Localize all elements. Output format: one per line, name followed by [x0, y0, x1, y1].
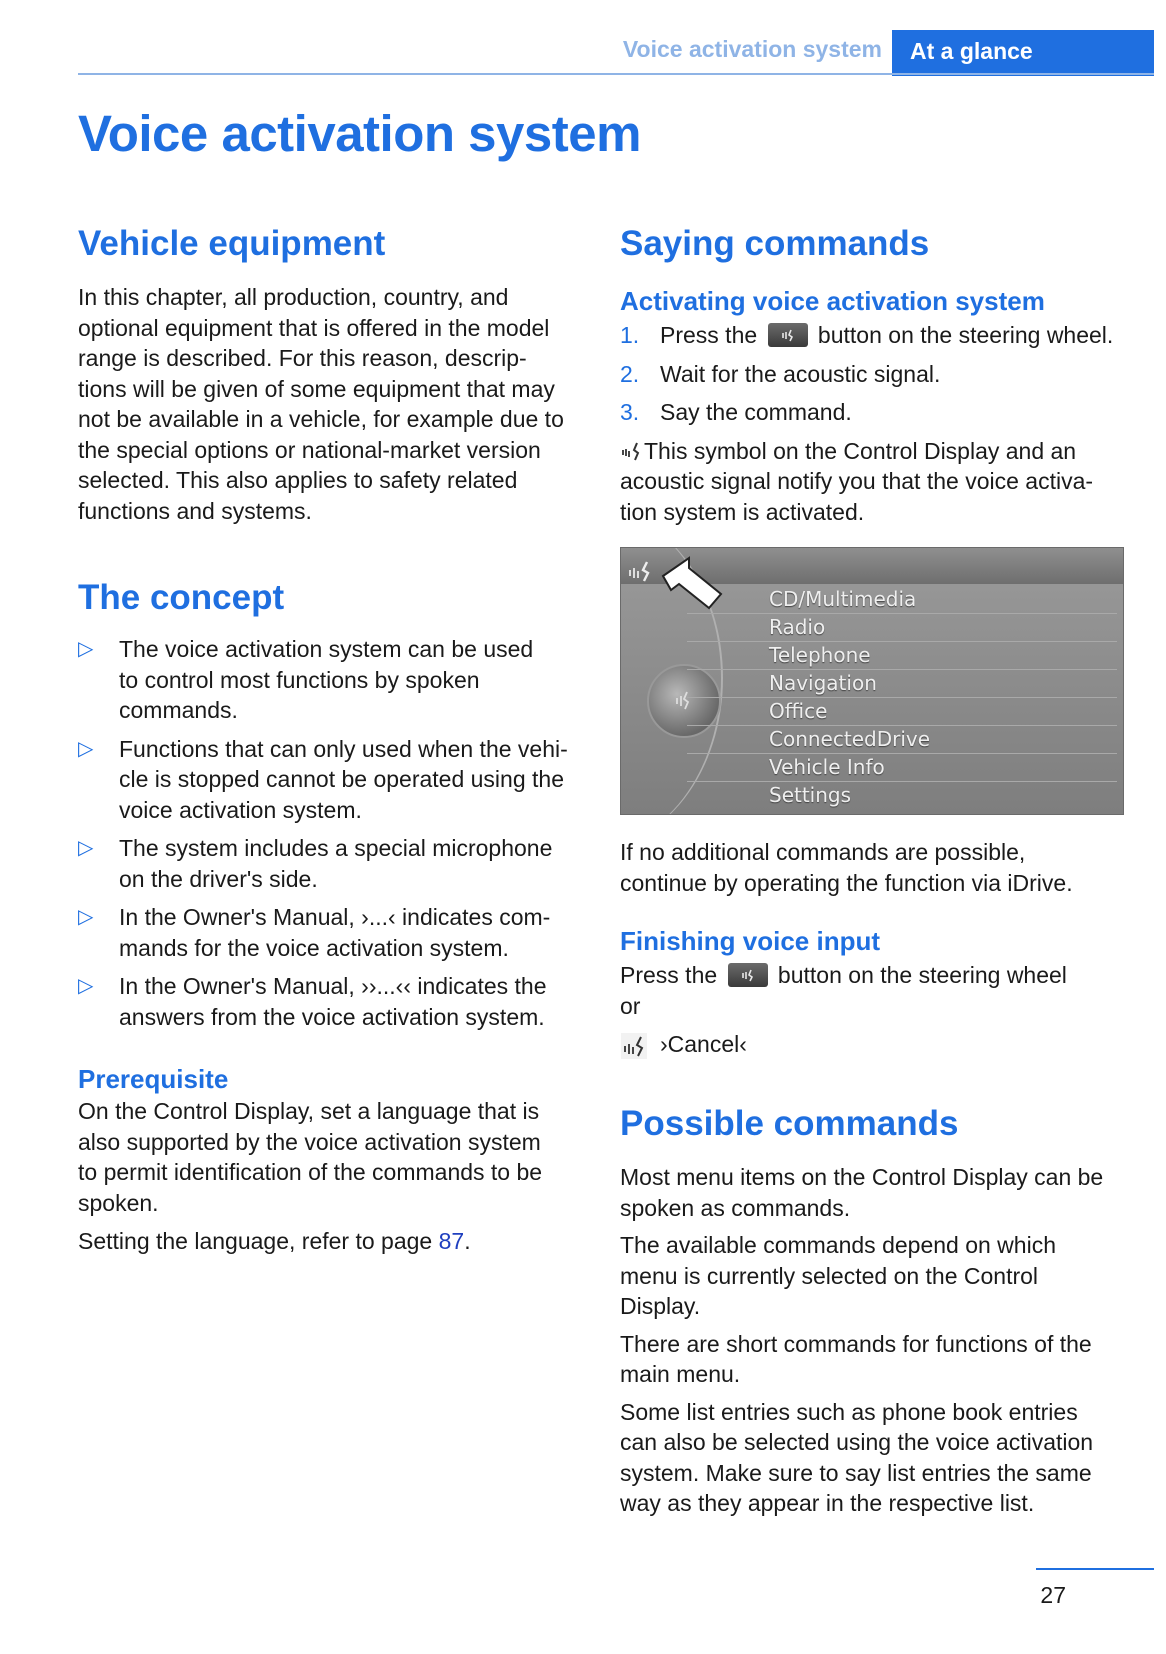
- concept-list: [78, 634, 580, 1032]
- list-item: ▷ The voice activation system can be used to control most functions by spoken commands.: [78, 636, 534, 723]
- list-item: ▷ In the Owner's Manual, ››...‹‹ indicates the answers from the voice activation system.: [78, 973, 547, 1030]
- text-line: selected. This also applies to safety related: [78, 467, 518, 493]
- additional-commands-paragraph: If no additional commands are possible, continue by operating the function via iDrive.: [620, 839, 1073, 896]
- main-menu-list: [687, 586, 1117, 809]
- text-line: tions will be given of some equipment that may: [78, 375, 555, 402]
- language-reference: Setting the language, refer to page 87.: [78, 1228, 471, 1254]
- triangle-bullet-icon: ▷: [78, 737, 94, 760]
- page-title: Voice activation system: [78, 105, 641, 162]
- triangle-bullet-icon: ▷: [78, 975, 94, 997]
- menu-item-connecteddrive: ConnectedDrive: [687, 726, 1117, 754]
- triangle-bullet-icon: ▷: [78, 837, 94, 859]
- triangle-bullet-icon: ▷: [78, 638, 94, 660]
- menu-item-settings: Settings: [769, 783, 852, 807]
- running-header-section: Voice activation system: [622, 36, 882, 62]
- vehicle-equipment-paragraph: [78, 282, 580, 526]
- menu-item-radio: Radio: [687, 614, 1117, 642]
- step-item: 1. Press the button on the steering wheel.: [620, 322, 1114, 348]
- voice-symbol-icon: [620, 1032, 648, 1060]
- control-display-screenshot: [620, 547, 1124, 815]
- text-line: In this chapter, all production, country, and: [78, 284, 509, 310]
- text-line: the special options or national-market version: [78, 436, 541, 463]
- prerequisite-heading: Prerequisite: [78, 1064, 229, 1094]
- possible-paragraph: Most menu items on the Control Display can be spoken as commands.: [620, 1164, 1104, 1221]
- running-header-chapter-tab: At a glance: [892, 30, 1154, 76]
- text-line: range is described. For this reason, descrip-: [78, 345, 527, 371]
- saying-commands-heading: Saying commands: [620, 224, 930, 263]
- talk-button-icon: [728, 963, 768, 987]
- possible-paragraph: Some list entries such as phone book entries can also be selected using the voice activation system. Make sure to say list entries the same way as they appear in the respective list.: [620, 1398, 1094, 1516]
- text-line: not be available in a vehicle, for example due to: [78, 406, 564, 432]
- voice-active-icon: [627, 558, 657, 584]
- menu-item-telephone: Telephone: [687, 642, 1117, 670]
- triangle-bullet-icon: ▷: [78, 906, 94, 928]
- talk-button-icon: [768, 323, 808, 347]
- concept-heading: The concept: [78, 578, 285, 617]
- menu-item-office: Office: [687, 698, 1117, 726]
- header-rule: [78, 73, 1154, 75]
- cancel-command: ›Cancel‹: [620, 1029, 1122, 1060]
- activation-steps: [620, 320, 1122, 428]
- finishing-heading: Finishing voice input: [620, 926, 880, 956]
- step-item: 2. Wait for the acoustic signal.: [620, 360, 941, 387]
- footer-rule: [1036, 1568, 1154, 1570]
- possible-paragraph: The available commands depend on which menu is currently selected on the Control Display.: [620, 1232, 1056, 1319]
- left-column: [78, 222, 580, 1257]
- menu-item-navigation: Navigation: [687, 670, 1117, 698]
- menu-item-cd-multimedia: CD/Multimedia: [687, 586, 1117, 614]
- page-reference-link[interactable]: 87: [438, 1228, 465, 1254]
- list-item: ▷ In the Owner's Manual, ›...‹ indicates com- mands for the voice activation system.: [78, 904, 551, 961]
- page-number: 27: [1040, 1582, 1066, 1608]
- possible-paragraph: There are short commands for functions of the main menu.: [620, 1330, 1092, 1387]
- activating-heading: Activating voice activation system: [620, 286, 1045, 316]
- prerequisite-paragraph: On the Control Display, set a language that is also supported by the voice activation system to permit identification of the commands to be spoken.: [78, 1098, 543, 1216]
- voice-symbol-icon: [620, 439, 644, 463]
- step-item: 3. Say the command.: [620, 399, 852, 425]
- list-item: ▷ The system includes a special microphone on the driver's side.: [78, 835, 553, 892]
- possible-commands-heading: Possible commands: [620, 1104, 959, 1143]
- text-line: optional equipment that is offered in the model: [78, 314, 550, 341]
- list-item: ▷ Functions that can only used when the vehi- cle is stopped cannot be operated using the voice activation system.: [78, 735, 568, 823]
- vehicle-equipment-heading: Vehicle equipment: [78, 224, 386, 263]
- text-line: functions and systems.: [78, 497, 312, 524]
- symbol-paragraph: This symbol on the Control Display and an acoustic signal notify you that the voice activa- tion system is activated.: [620, 437, 1094, 525]
- menu-item-vehicle-info: Vehicle Info: [687, 754, 1117, 782]
- finishing-paragraph: Press the button on the steering wheel or: [620, 962, 1067, 1019]
- right-column: [620, 222, 1122, 1519]
